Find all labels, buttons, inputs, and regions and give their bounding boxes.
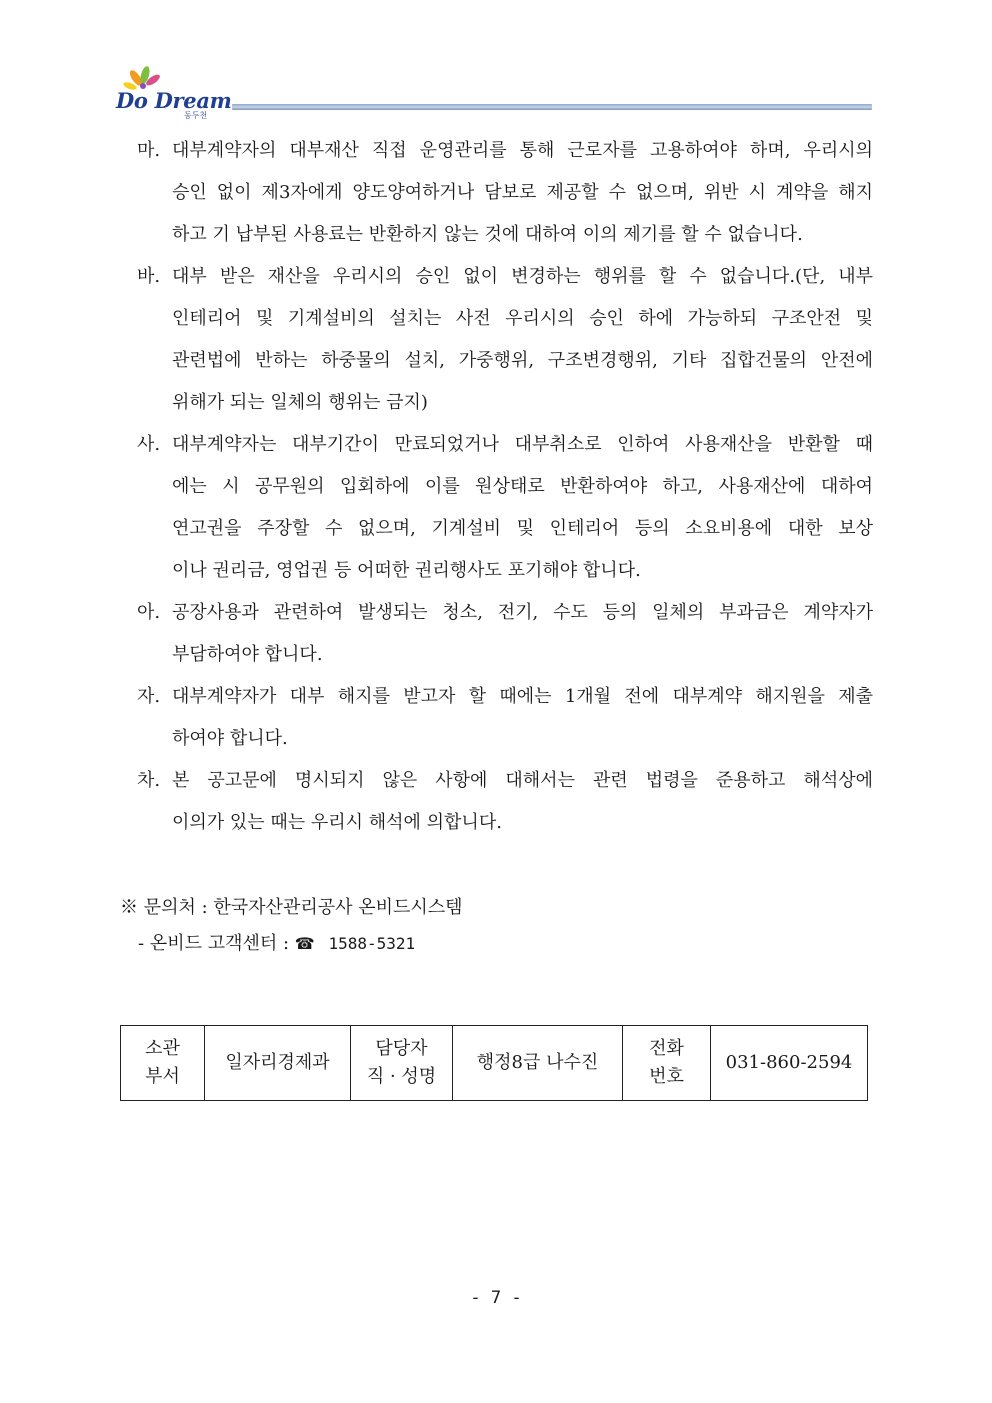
item-line: 대부계약자는 대부기간이 만료되었거나 대부취소로 인하여 사용재산을 반환할 때 <box>172 434 873 455</box>
item-marker: 자. <box>137 686 161 707</box>
item-marker: 사. <box>137 434 161 455</box>
department-table <box>120 1025 868 1101</box>
item-line: 대부계약자의 대부재산 직접 운영관리를 통해 근로자를 고용하여야 하며, 우리시의 <box>172 140 873 161</box>
logo-subtext: 동두천 <box>184 111 208 120</box>
item-marker: 바. <box>137 266 161 287</box>
person-value-cell: 행정8급 나수진 <box>453 1026 623 1101</box>
contact-center <box>138 924 463 964</box>
phone-icon: ☎ <box>294 934 315 953</box>
item-line: 하여야 합니다. <box>172 728 288 749</box>
item-line: 하고 기 납부된 사용료는 반환하지 않는 것에 대하여 이의 제기를 할 수 없습니다. <box>172 224 803 245</box>
item-line: 연고권을 주장할 수 없으며, 기계설비 및 인테리어 등의 소요비용에 대한 보상 <box>172 518 873 539</box>
contact-info <box>120 892 463 964</box>
item-marker: 마. <box>137 140 161 161</box>
phone-value-cell: 031-860-2594 <box>711 1026 868 1101</box>
dept-label-line1: 소관 <box>145 1038 180 1059</box>
contact-title: ※ 문의처 : 한국자산관리공사 온비드시스템 <box>120 897 463 918</box>
person-label-cell <box>351 1026 453 1101</box>
notice-item <box>137 676 873 760</box>
notice-item <box>137 256 873 424</box>
header-rule <box>232 104 872 110</box>
contact-number: 1588-5321 <box>328 934 416 953</box>
dept-label-line2: 부서 <box>145 1066 180 1087</box>
page-number: - 7 - <box>470 1288 522 1308</box>
item-line: 관련법에 반하는 하중물의 설치, 가중행위, 구조변경행위, 기타 집합건물의 안전에 <box>172 350 873 371</box>
item-line: 부담하여야 합니다. <box>172 644 323 665</box>
person-label-line2: 직 · 성명 <box>366 1066 437 1087</box>
table-row <box>121 1026 868 1101</box>
item-marker: 차. <box>137 770 161 791</box>
phone-label-line2: 번호 <box>649 1066 684 1087</box>
item-line: 대부 받은 재산을 우리시의 승인 없이 변경하는 행위를 할 수 없습니다.(단, 내부 <box>172 266 873 287</box>
item-line: 대부계약자가 대부 해지를 받고자 할 때에는 1개월 전에 대부계약 해지원을 제출 <box>172 686 873 707</box>
notice-item <box>137 592 873 676</box>
item-line: 이나 권리금, 영업권 등 어떠한 권리행사도 포기해야 합니다. <box>172 560 641 581</box>
notice-item <box>137 760 873 844</box>
item-line: 에는 시 공무원의 입회하에 이를 원상태로 반환하여야 하고, 사용재산에 대하여 <box>172 476 873 497</box>
item-line: 인테리어 및 기계설비의 설치는 사전 우리시의 승인 하에 가능하되 구조안전 및 <box>172 308 873 329</box>
notice-item <box>137 130 873 256</box>
item-marker: 아. <box>137 602 161 623</box>
item-line: 이의가 있는 때는 우리시 해석에 의합니다. <box>172 812 502 833</box>
person-label-line1: 담당자 <box>375 1038 428 1059</box>
dept-label-cell <box>121 1026 205 1101</box>
dodream-logo <box>112 66 232 126</box>
item-line: 본 공고문에 명시되지 않은 사항에 대해서는 관련 법령을 준용하고 해석상에 <box>172 770 873 791</box>
item-line: 공장사용과 관련하여 발생되는 청소, 전기, 수도 등의 일체의 부과금은 계약자가 <box>172 602 873 623</box>
notice-items <box>0 130 992 844</box>
phone-label-line1: 전화 <box>649 1038 684 1059</box>
item-line: 승인 없이 제3자에게 양도양여하거나 담보로 제공할 수 없으며, 위반 시 계약을 해지 <box>172 182 873 203</box>
logo-text: Do Dream <box>116 88 232 113</box>
item-line: 위해가 되는 일체의 행위는 금지) <box>172 392 428 413</box>
phone-label-cell <box>623 1026 711 1101</box>
contact-center-label: - 온비드 고객센터 : <box>138 933 290 954</box>
dept-value-cell: 일자리경제과 <box>205 1026 351 1101</box>
notice-item <box>137 424 873 592</box>
